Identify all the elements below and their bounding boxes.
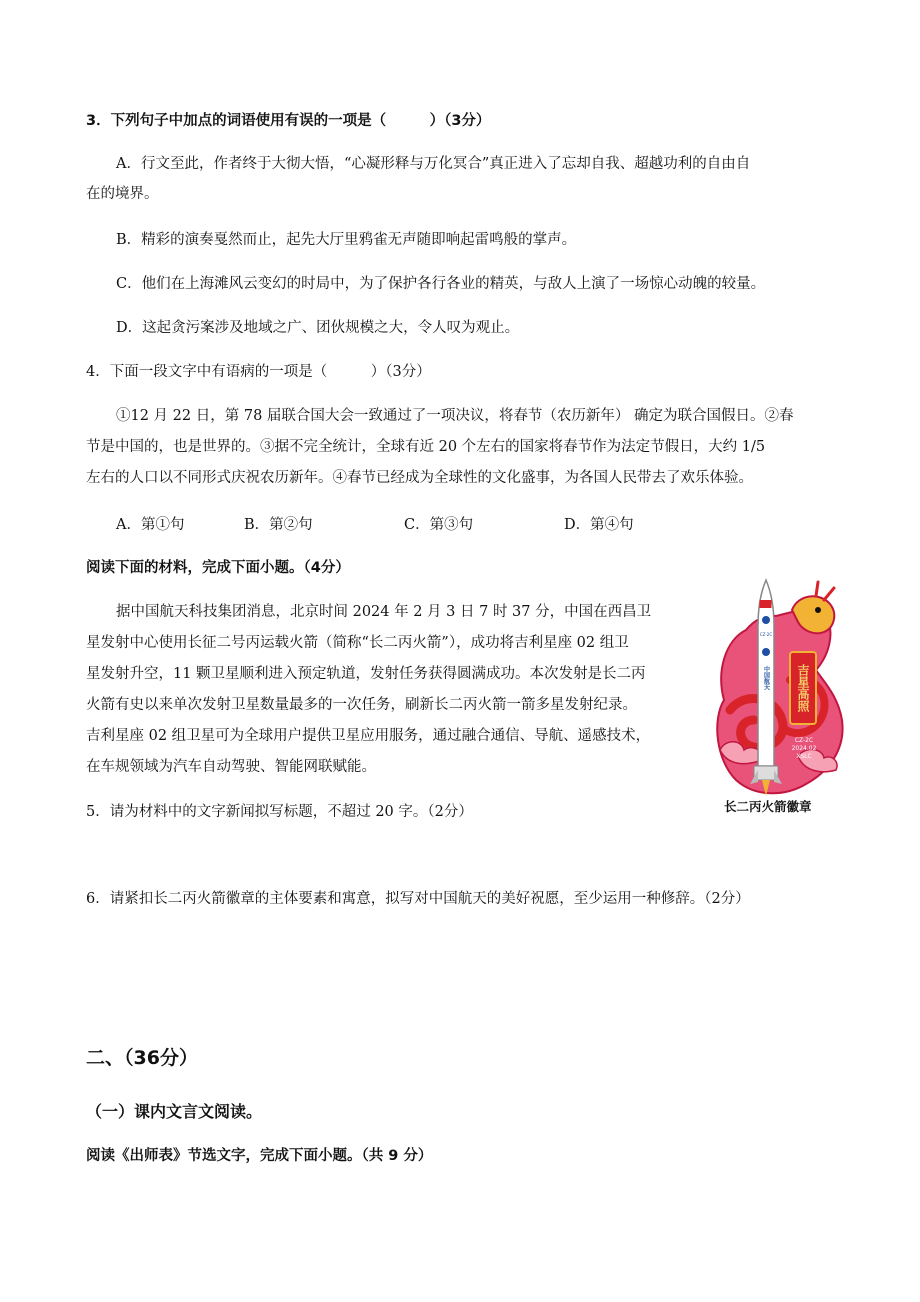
reading-line4: 火箭有史以来单次发射卫星数量最多的一次任务，刷新长二丙火箭一箭多星发射纪录。 [86,697,637,713]
q3-option-b: B．精彩的演奏戛然而止，起先大厅里鸦雀无声随即响起雷鸣般的掌声。 [116,232,577,248]
rocket-badge-image [706,570,850,802]
q4-passage-line2: 节是中国的，也是世界的。③据不完全统计，全球有近 20 个左右的国家将春节作为法定节假日，大约 1/5 [86,439,766,455]
badge-code-cz: CZ-2C [794,737,814,744]
q3-option-c: C．他们在上海滩风云变幻的时局中，为了保护各行各业的精英，与敌人上演了一场惊心动魄的较量。 [116,276,766,292]
q4-option-c: C．第③句 [404,517,474,533]
q3-stem: 3．下列句子中加点的词语使用有误的一项是（ ）（3分） [86,113,491,129]
q4-passage-line3: 左右的人口以不同形式庆祝农历新年。④春节已经成为全球性的文化盛事，为各国人民带去了欢乐体验。 [86,470,753,486]
badge-vertical-text: 中国航天 [762,666,770,690]
q4-option-a: A．第①句 [116,517,185,533]
section2-title: 二、（36分） [86,1047,198,1069]
badge-code-site: XSLC [796,753,812,760]
q4-option-b: B．第②句 [244,517,313,533]
reading-line1: 据中国航天科技集团消息，北京时间 2024 年 2 月 3 日 7 时 37 分，中国在西昌卫 [116,604,652,620]
q3-option-d: D．这起贪污案涉及地域之广、团伙规模之大，令人叹为观止。 [116,320,520,336]
q6-stem: 6．请紧扣长二丙火箭徽章的主体要素和寓意，拟写对中国航天的美好祝愿，至少运用一种修辞。（2分） [86,891,750,907]
q3-option-a-line1: A．行文至此，作者终于大彻大悟，“心凝形释与万化冥合”真正进入了忘却自我、超越功利的自由自 [116,156,751,172]
badge-caption: 长二丙火箭徽章 [724,799,812,814]
badge-code-date: 2024.02 [791,745,817,752]
reading-heading: 阅读下面的材料，完成下面小题。（4分） [86,560,350,576]
badge-banner-text: 吉星高照 [796,664,810,712]
q5-stem: 5．请为材料中的文字新闻拟写标题，不超过 20 字。（2分） [86,804,473,820]
section2-subtitle: （一）课内文言文阅读。 [86,1102,263,1121]
q4-option-d: D．第④句 [564,517,634,533]
reading-line3: 星发射升空，11 颗卫星顺利进入预定轨道，发射任务获得圆满成功。本次发射是长二丙 [86,666,646,682]
q4-stem: 4．下面一段文字中有语病的一项是（ ）（3分） [86,364,431,380]
section2-instruction: 阅读《出师表》节选文字，完成下面小题。（共 9 分） [86,1148,433,1164]
reading-line5: 吉利星座 02 组卫星可为全球用户提供卫星应用服务，通过融合通信、导航、遥感技术， [86,728,651,744]
badge-code-top: CZ-2C [759,632,773,637]
q3-option-a-line2: 在的境界。 [86,186,159,202]
reading-line2: 星发射中心使用长征二号丙运载火箭（简称“长二丙火箭”），成功将吉利星座 02 组卫 [86,635,629,651]
q4-passage-line1: ①12 月 22 日，第 78 届联合国大会一致通过了一项决议，将春节（农历新年） 确定为联合国假日。②春 [116,408,794,424]
reading-line6: 在车规领域为汽车自动驾驶、智能网联赋能。 [86,759,376,775]
